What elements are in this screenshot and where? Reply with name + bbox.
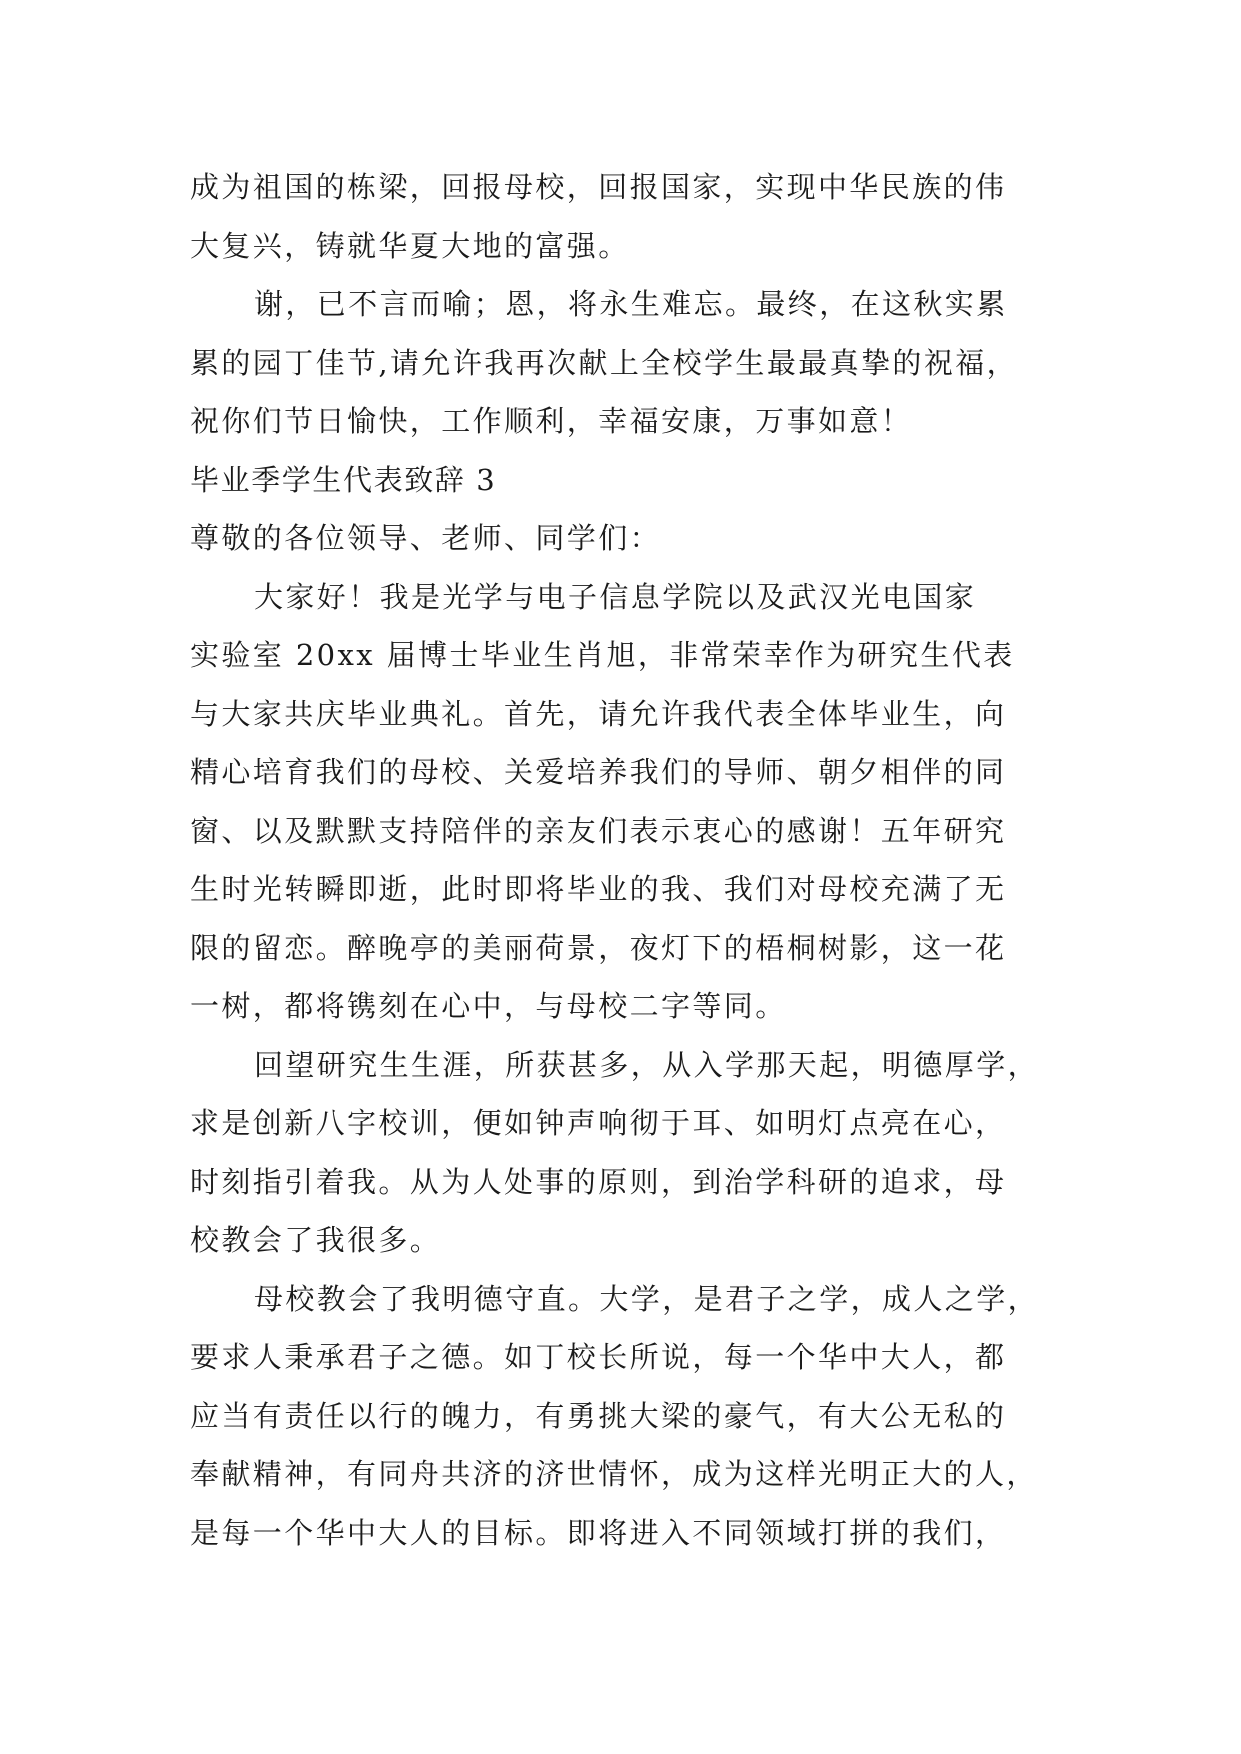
paragraph-start-line: 母校教会了我明德守直。大学，是君子之学，成人之学， [254,1281,1040,1316]
text-line: 奉献精神，有同舟共济的济世情怀，成为这样光明正大的人， [190,1457,1038,1491]
text-line: 累的园丁佳节,请允许我再次献上全校学生最最真挚的祝福， [190,345,1019,380]
paragraph-start-line: 大家好！我是光学与电子信息学院以及武汉光电国家 [254,579,977,614]
text-line: 窗、以及默默支持陪伴的亲友们表示衷心的感谢！五年研究 [190,813,1007,848]
text-line: 成为祖国的栋梁，回报母校，回报国家，实现中华民族的伟 [190,170,1007,204]
text-line: 与大家共庆毕业典礼。首先，请允许我代表全体毕业生，向 [190,696,1007,731]
text-line: 精心培育我们的母校、关爱培养我们的导师、朝夕相伴的同 [190,755,1007,789]
text-line: 祝你们节日愉快，工作顺利，幸福安康，万事如意！ [190,404,913,438]
text-line: 实验室 20xx 届博士毕业生肖旭，非常荣幸作为研究生代表 [190,638,1015,672]
paragraph-start-line: 回望研究生生涯，所获甚多，从入学那天起，明德厚学， [254,1047,1040,1082]
paragraph-start-line: 谢，已不言而喻；恩，将永生难忘。最终，在这秋实累 [254,287,1008,321]
text-line: 求是创新八字校训，便如钟声响彻于耳、如明灯点亮在心， [190,1106,1007,1140]
section-heading: 毕业季学生代表致辞 3 [190,462,497,497]
text-line: 是每一个华中大人的目标。即将进入不同领域打拼的我们， [190,1515,1007,1550]
text-line: 一树，都将镌刻在心中，与母校二字等同。 [190,989,787,1023]
text-line: 限的留恋。醉晚亭的美丽荷景，夜灯下的梧桐树影，这一花 [190,930,1007,965]
text-line: 生时光转瞬即逝，此时即将毕业的我、我们对母校充满了无 [190,872,1007,906]
text-line: 要求人秉承君子之德。如丁校长所说，每一个华中大人，都 [190,1340,1007,1374]
text-line: 校教会了我很多。 [190,1223,442,1257]
text-line: 时刻指引着我。从为人处事的原则，到治学科研的追求，母 [190,1164,1007,1199]
text-line: 大复兴，铸就华夏大地的富强。 [190,228,630,263]
text-line: 应当有责任以行的魄力，有勇挑大梁的豪气，有大公无私的 [190,1398,1007,1433]
salutation-line: 尊敬的各位领导、老师、同学们： [190,521,662,555]
document-page [190,158,1060,1562]
